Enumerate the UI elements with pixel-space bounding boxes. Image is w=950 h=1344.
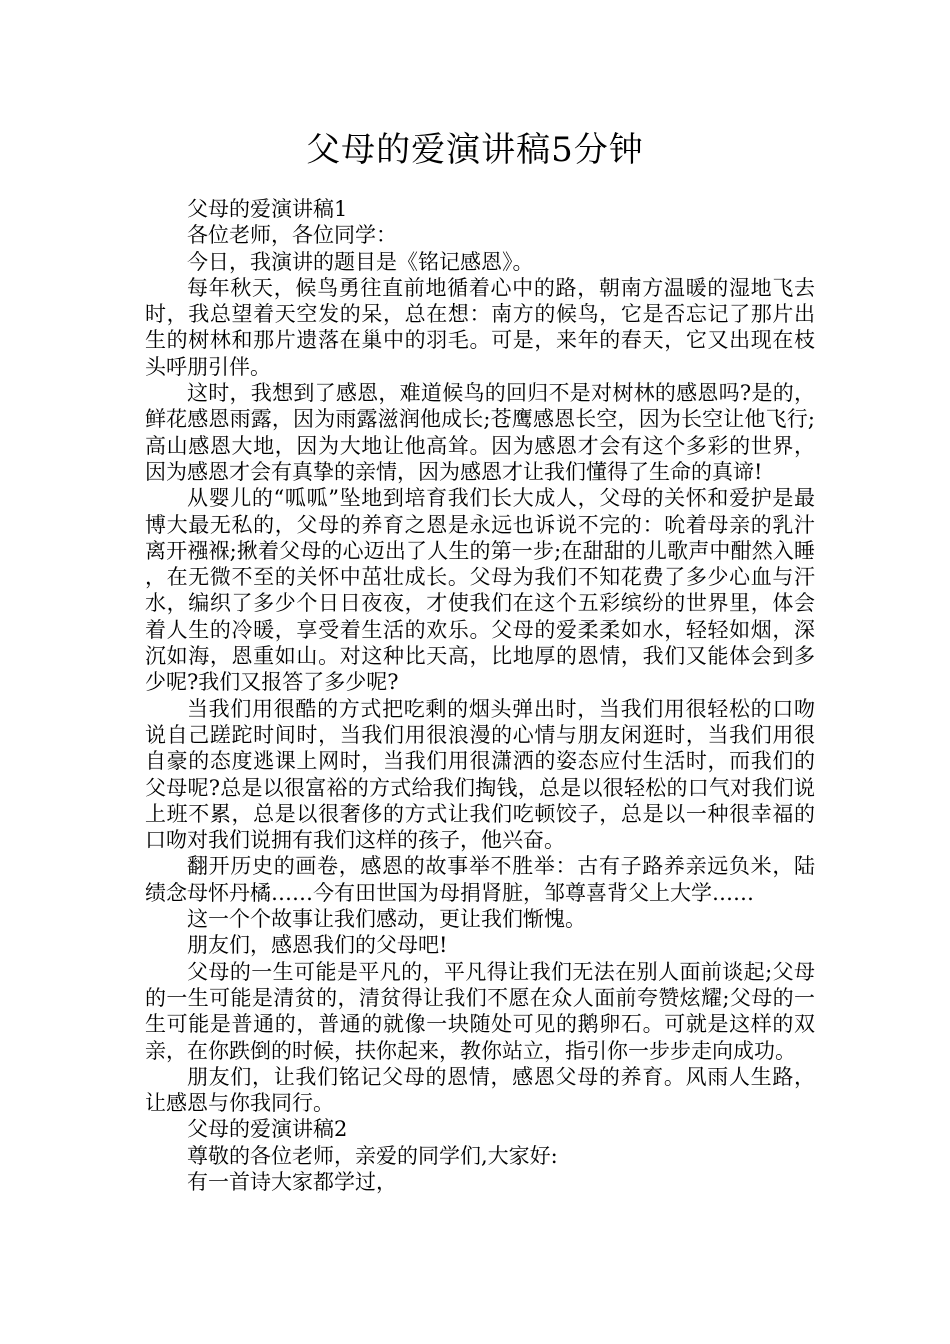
paragraph: 朋友们，让我们铭记父母的恩情，感恩父母的养育。风雨人生路，让感恩与你我同行。: [145, 1064, 815, 1116]
paragraph: 这时，我想到了感恩，难道候鸟的回归不是对树林的感恩吗?是的，鲜花感恩雨露，因为雨露滋润他成长;苍鹰感恩长空，因为长空让他飞行;高山感恩大地，因为大地让他高耸。因为感恩才会有这个多彩的世界，因为感恩才会有真挚的亲情，因为感恩才让我们懂得了生命的真谛!: [145, 381, 815, 484]
salutation: 尊敬的各位老师，亲爱的同学们,大家好:: [187, 1143, 558, 1168]
paragraph: 这一个个故事让我们感动，更让我们惭愧。: [187, 907, 586, 932]
paragraph: 今日，我演讲的题目是《铭记感恩》。: [187, 249, 534, 274]
paragraph: 翻开历史的画卷，感恩的故事举不胜举：古有子路养亲远负米，陆绩念母怀丹橘……今有田世国为母捐肾脏，邹尊喜背父上大学……: [145, 854, 815, 905]
paragraph: 从婴儿的“呱呱”坠地到培育我们长大成人，父母的关怀和爱护是最博大最无私的，父母的养育之恩是永远也诉说不完的：吮着母亲的乳汁离开襁褓;揪着父母的心迈出了人生的第一步;在甜甜的儿歌声中酣然入睡，在无微不至的关怀中茁壮成长。父母为我们不知花费了多少心血与汗水，编织了多少个日日夜夜，才使我们在这个五彩缤纷的世界里，体会着人生的冷暖，享受着生活的欢乐。父母的爱柔柔如水，轻轻如烟，深沉如海，恩重如山。对这种比天高，比地厚的恩情，我们又能体会到多少呢?我们又报答了多少呢?: [145, 486, 815, 695]
paragraph: 每年秋天，候鸟勇往直前地循着心中的路，朝南方温暖的湿地飞去时，我总望着天空发的呆，总在想：南方的候鸟，它是否忘记了那片出生的树林和那片遗落在巢中的羽毛。可是，来年的春天，它又出现在枝头呼朋引伴。: [145, 275, 815, 379]
paragraph: 有一首诗大家都学过，: [187, 1169, 397, 1194]
paragraph: 当我们用很酷的方式把吃剩的烟头弹出时，当我们用很轻松的口吻说自己蹉跎时间时，当我们用很浪漫的心情与朋友闲逛时，当我们用很自豪的态度逃课上网时，当我们用很潇洒的姿态应付生活时，而我们的父母呢?总是以很富裕的方式给我们掏钱，总是以很轻松的口气对我们说上班不累，总是以很奢侈的方式让我们吃顿饺子，总是以一种很幸福的口吻对我们说拥有我们这样的孩子，他兴奋。: [145, 696, 815, 853]
paragraph: 父母的一生可能是平凡的，平凡得让我们无法在别人面前谈起;父母的一生可能是清贫的，清贫得让我们不愿在众人面前夸赞炫耀;父母的一生可能是普通的，普通的就像一块随处可见的鹅卵石。可就是这样的双亲，在你跌倒的时候，扶你起来，教你站立，指引你一步步走向成功。: [145, 959, 815, 1063]
salutation: 各位老师，各位同学：: [187, 223, 397, 248]
paragraph: 朋友们，感恩我们的父母吧!: [187, 933, 448, 958]
document-title: 父母的爱演讲稿5分钟: [306, 130, 644, 170]
section-heading: 父母的爱演讲稿1: [187, 197, 348, 221]
document-body: [145, 196, 815, 1195]
section-heading: 父母的爱演讲稿2: [187, 1117, 348, 1142]
